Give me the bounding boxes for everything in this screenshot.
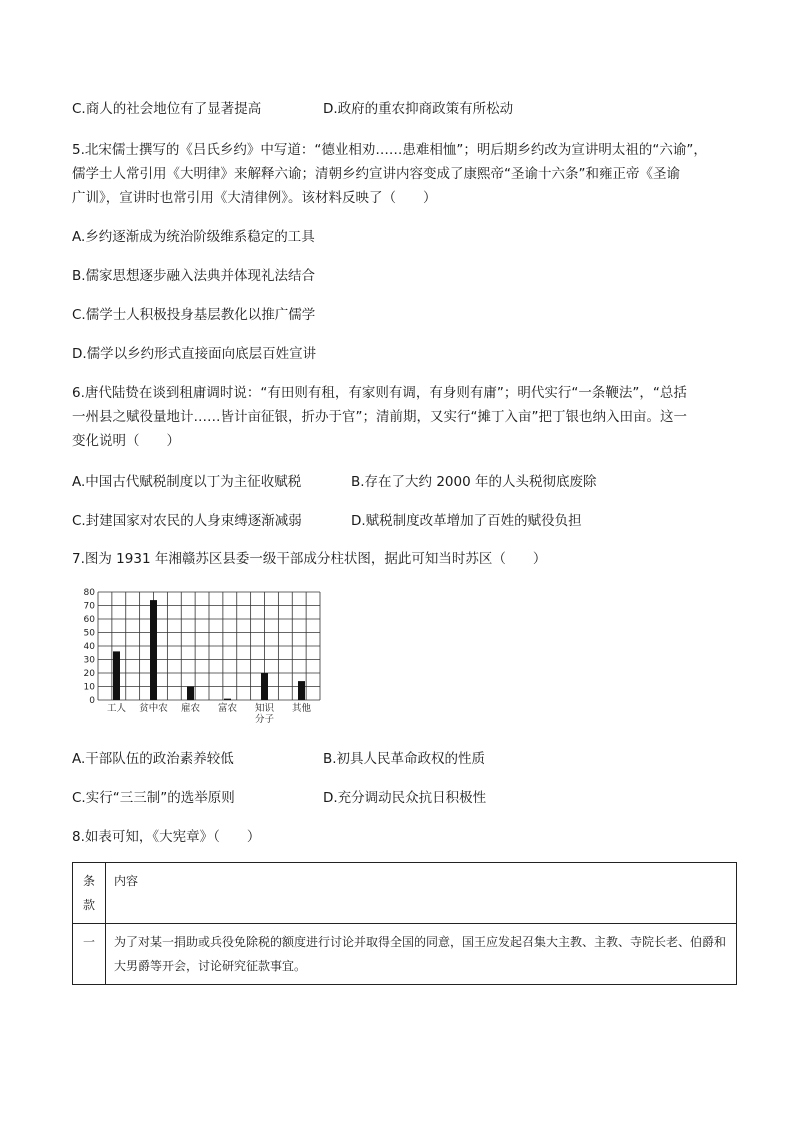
table-header-clause-text: 条款 xyxy=(82,874,95,912)
q6-stem-line-2: 一州县之赋役量地计……皆计亩征银，折办于官”；清前期，又实行“摊丁入亩”把丁银也纳入田亩。这一 xyxy=(72,409,687,425)
q5-stem-line-1: 5.北宋儒士撰写的《吕氏乡约》中写道：“德业相劝……患难相恤”；明后期乡约改为宣讲明太祖的“六谕”， xyxy=(72,142,707,158)
q5-stem-line-3: 广训》，宣讲时也常引用《大清律例》。该材料反映了（ ） xyxy=(72,190,437,206)
q5-option-d: D.儒学以乡约形式直接面向底层百姓宣讲 xyxy=(72,346,317,362)
bar-贫中农 xyxy=(150,600,157,700)
y-tick-label: 70 xyxy=(83,601,95,612)
q6-option-c: C.封建国家对农民的人身束缚逐渐减弱 xyxy=(72,513,302,529)
y-tick-label: 80 xyxy=(83,588,95,598)
bar-知识分子 xyxy=(261,673,268,700)
q4-option-d: D.政府的重农抑商政策有所松动 xyxy=(323,101,514,117)
q6-option-d: D.赋税制度改革增加了百姓的赋役负担 xyxy=(351,513,582,529)
q7-option-b: B.初具人民革命政权的性质 xyxy=(323,751,486,767)
q6-stem-line-3: 变化说明（ ） xyxy=(72,433,180,449)
q7-option-c: C.实行“三三制”的选举原则 xyxy=(72,790,235,806)
table-cell-content xyxy=(106,924,737,985)
y-tick-label: 60 xyxy=(83,615,95,625)
x-tick-label: 贫中农 xyxy=(139,703,168,714)
bar-其他 xyxy=(298,681,305,700)
q5-option-a: A.乡约逐渐成为统治阶级维系稳定的工具 xyxy=(72,229,315,245)
q6-stem-line-1: 6.唐代陆贽在谈到租庸调时说：“有田则有租，有家则有调，有身则有庸”；明代实行“一条鞭法”，“总括 xyxy=(72,385,687,401)
q5-option-b: B.儒家思想逐步融入法典并体现礼法结合 xyxy=(72,268,316,284)
y-tick-label: 10 xyxy=(83,682,95,693)
bar-工人 xyxy=(113,651,120,700)
y-tick-label: 30 xyxy=(83,655,95,666)
q5-stem-line-2: 儒学士人常引用《大明律》来解释六谕；清朝乡约宣讲内容变成了康熙帝“圣谕十六条”和雍正帝《圣谕 xyxy=(72,166,680,182)
x-tick-label: 富农 xyxy=(217,703,238,714)
y-tick-label: 40 xyxy=(83,642,95,652)
table-header-content-text: 内容 xyxy=(114,874,139,888)
x-tick-label: 其他 xyxy=(291,703,312,714)
bar-雇农 xyxy=(187,687,194,701)
q5-option-c: C.儒学士人积极投身基层教化以推广儒学 xyxy=(72,307,316,323)
table-row xyxy=(73,924,737,985)
table-cell-clause-text: 一 xyxy=(82,935,95,949)
x-tick-label: 知识 xyxy=(254,703,275,714)
q7-option-d: D.充分调动民众抗日积极性 xyxy=(323,790,487,806)
x-tick-label: 工人 xyxy=(106,703,127,714)
y-tick-label: 0 xyxy=(89,696,95,706)
bar-富农 xyxy=(224,699,231,700)
table-header-row xyxy=(73,863,737,924)
q6-option-b: B.存在了大约 2000 年的人头税彻底废除 xyxy=(351,474,597,490)
y-tick-label: 50 xyxy=(83,628,95,639)
q7-option-a: A.干部队伍的政治素养较低 xyxy=(72,751,234,767)
x-tick-label: 雇农 xyxy=(180,703,201,714)
q6-option-a: A.中国古代赋税制度以丁为主征收赋税 xyxy=(72,474,302,490)
table-cell-content-text: 为了对某一捐助或兵役免除税的额度进行讨论并取得全国的同意，国王应发起召集大主教、主教、寺院长老、伯爵和大男爵等开会，讨论研究征款事宜。 xyxy=(114,935,727,973)
q8-stem: 8.如表可知，《大宪章》（ ） xyxy=(72,829,261,845)
x-tick-label: 分子 xyxy=(254,714,275,725)
magna-carta-table xyxy=(72,862,737,985)
table-cell-clause xyxy=(73,924,106,985)
table-header-clause xyxy=(73,863,106,924)
table-header-content xyxy=(106,863,737,924)
q7-stem: 7.图为 1931 年湘赣苏区县委一级干部成分柱状图，据此可知当时苏区（ ） xyxy=(72,551,547,567)
q4-option-c: C.商人的社会地位有了显著提高 xyxy=(72,101,262,117)
y-tick-label: 20 xyxy=(83,669,95,679)
chart-svg xyxy=(76,582,336,732)
cadre-composition-chart xyxy=(76,582,336,732)
